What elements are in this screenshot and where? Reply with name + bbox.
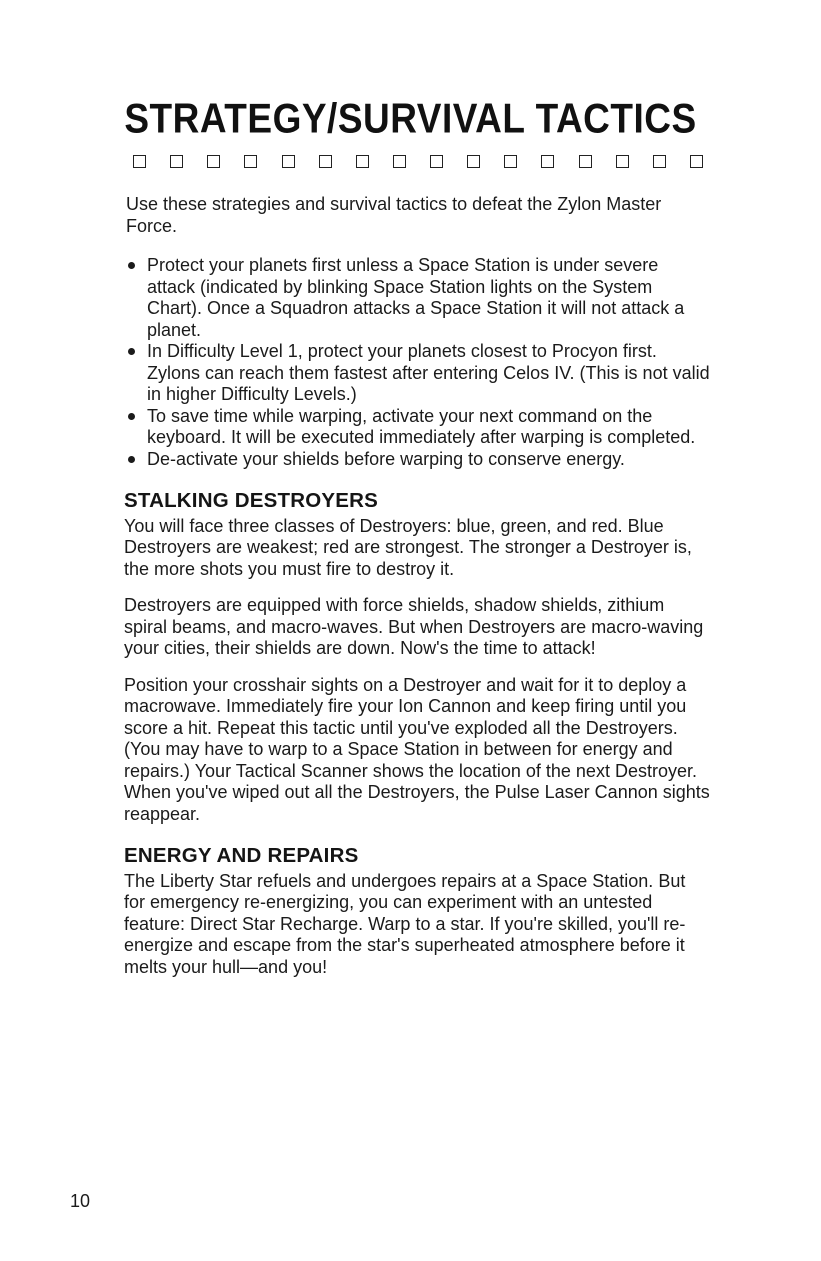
body-paragraph: You will face three classes of Destroyers: blue, green, and red. Blue Destroyers are weakest; red are strongest. The stronger a Destroyer is, the more shots you must fire to destroy it. (124, 515, 692, 579)
decorative-square (319, 155, 332, 168)
list-item (120, 449, 710, 471)
decorative-square (579, 155, 592, 168)
page-number: 10 (70, 1191, 91, 1211)
decorative-square (504, 155, 517, 168)
page-title: STRATEGY/SURVIVAL TACTICS (124, 95, 697, 142)
body-paragraph: Position your crosshair sights on a Destroyer and wait for it to deploy a macrowave. Immediately fire your Ion Cannon and keep firing until you score a hit. Repeat this tactic until you've exploded all the Destroyers. (You may have to warp to a Space Station in between for energy and repairs.) Your Tactical Scanner shows the location of the next Destroyer. When you've wiped out all the Destroyers, the Pulse Laser Cannon sights reappear. (124, 674, 710, 824)
section-heading-energy-repairs: ENERGY AND REPAIRS (124, 844, 359, 867)
bullet-icon (128, 348, 135, 355)
decorative-square (356, 155, 369, 168)
page-content (120, 194, 710, 993)
intro-paragraph: Use these strategies and survival tactics to defeat the Zylon Master Force. (126, 194, 662, 236)
bullet-icon (128, 413, 135, 420)
decorative-square (653, 155, 666, 168)
decorative-square (541, 155, 554, 168)
list-item-text: De-activate your shields before warping to conserve energy. (147, 448, 625, 469)
body-paragraph: Destroyers are equipped with force shields, shadow shields, zithium spiral beams, and macro-waves. But when Destroyers are macro-waving your cities, their shields are down. Now's the time to attack! (124, 595, 704, 658)
decorative-square (430, 155, 443, 168)
tactics-list (120, 255, 710, 470)
decorative-square (244, 155, 257, 168)
list-item (120, 255, 710, 341)
decorative-square (393, 155, 406, 168)
decorative-square (282, 155, 295, 168)
decorative-square (467, 155, 480, 168)
bullet-icon (128, 456, 135, 463)
body-paragraph: The Liberty Star refuels and undergoes repairs at a Space Station. But for emergency re-energizing, you can experiment with an untested feature: Direct Star Recharge. Warp to a star. If you're skilled, you'll re-energize and escape from the star's superheated atmosphere before it melts your hull—and you! (124, 870, 686, 977)
decorative-square (690, 155, 703, 168)
list-item-text: To save time while warping, activate your next command on the keyboard. It will be executed immediately after warping is completed. (147, 405, 696, 447)
decorative-square (616, 155, 629, 168)
decorative-square-row (133, 152, 703, 172)
list-item-text: In Difficulty Level 1, protect your planets closest to Procyon first. Zylons can reach them fastest after entering Celos IV. (This is not valid in higher Difficulty Levels.) (147, 341, 710, 404)
decorative-square (207, 155, 220, 168)
decorative-square (170, 155, 183, 168)
list-item-text: Protect your planets first unless a Space Station is under severe attack (indicated by blinking Space Station lights on the System Chart). Once a Squadron attacks a Space Station it will not attack a planet. (147, 255, 685, 340)
section-heading-stalking-destroyers: STALKING DESTROYERS (124, 489, 378, 512)
bullet-icon (128, 262, 135, 269)
decorative-square (133, 155, 146, 168)
list-item (120, 406, 710, 449)
list-item (120, 341, 710, 406)
